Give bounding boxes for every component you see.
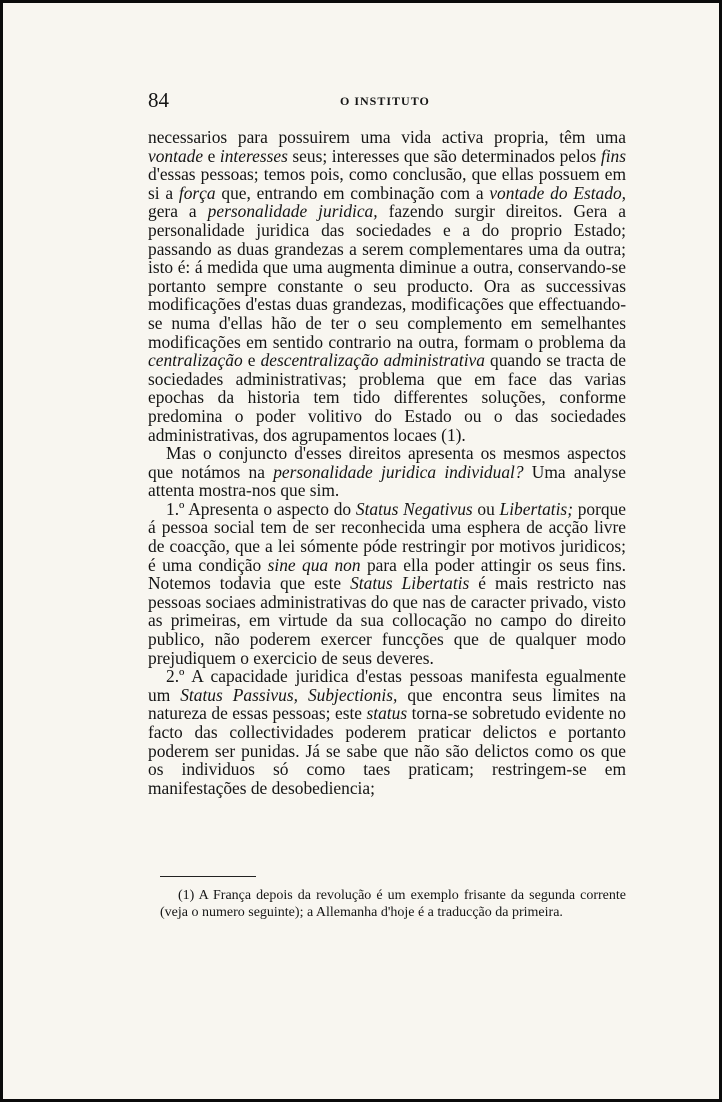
text-run: fazendo surgir direitos. Gera a personalidade juridica das sociedades e a do proprio Estado; passando as duas grandezas a serem complementares uma da outra; isto é: á medida que uma augmenta diminue a outra, conservando-se portanto sempre constante o seu producto. Ora as successivas modificações d'estas duas grandezas, modificações que effectuando-se numa d'ellas hão de ter o seu complemento em semelhantes modificações em sentido contrario na outra, formam o problema da bbox=[148, 201, 626, 352]
text-run: 1.º Apresenta o aspecto do bbox=[166, 498, 356, 519]
text-run: que encontra seus limites na natureza de essas pessoas; este bbox=[148, 684, 626, 724]
italic-run: Status Negativus bbox=[355, 498, 473, 519]
text-run: quando se tracta de sociedades administrativas; problema que em face das varias epochas da historia tem tido differentes soluções, conforme predomina o poder volitivo do Estado ou o das sociedades administrativas, dos agrupamentos locaes (1). bbox=[148, 350, 626, 445]
italic-run: Libertatis; bbox=[499, 498, 573, 519]
text-run: 2.º A capacidade juridica d'estas pessoas manifesta egualmente um bbox=[148, 666, 626, 705]
italic-run: personalidade juridica, bbox=[207, 201, 378, 222]
paragraph bbox=[148, 500, 626, 667]
italic-run: força bbox=[178, 182, 216, 203]
text-run: que, entrando em combinação com a bbox=[215, 182, 490, 203]
running-title: O INSTITUTO bbox=[340, 94, 430, 108]
italic-run: descentralização administrativa bbox=[260, 350, 485, 371]
footnote bbox=[160, 887, 626, 921]
text-run: ou bbox=[472, 498, 500, 519]
text-run: Mas o conjuncto d'esses direitos apresenta os mesmos aspectos que notámos na bbox=[148, 443, 626, 482]
text-run: seus; interesses que são determinados pelos bbox=[287, 145, 601, 166]
italic-run: Status Passivus, Subjectionis, bbox=[180, 684, 398, 705]
footnote-text: (1) A França depois da revolução é um exemplo frisante da segunda corrente (veja o numero seguinte); a Allemanha d'hoje é a traducção da primeira. bbox=[160, 888, 626, 920]
italic-run: sine qua non bbox=[267, 554, 361, 575]
italic-run: interesses bbox=[219, 145, 288, 166]
paragraph bbox=[148, 444, 626, 500]
text-run: necessarios para possuirem uma vida activa propria, têm uma bbox=[148, 127, 626, 147]
italic-run: personalidade juridica individual? bbox=[273, 461, 524, 482]
footnote-rule bbox=[160, 876, 256, 877]
text-run: gera a bbox=[148, 201, 208, 222]
page-number: 84 bbox=[148, 88, 169, 112]
page-header bbox=[148, 88, 624, 112]
italic-run: centralização bbox=[148, 350, 243, 371]
text-run: para ella poder attingir os seus fins. Notemos todavia que este bbox=[148, 554, 626, 594]
italic-run: vontade do Estado, bbox=[489, 182, 626, 203]
italic-run: status bbox=[366, 703, 408, 724]
text-run: e bbox=[203, 145, 220, 166]
text-run: Uma analyse attenta mostra-nos que sim. bbox=[148, 461, 627, 501]
text-run: e bbox=[242, 350, 261, 371]
text-run: é mais restricto nas pessoas sociaes administrativas do que nas de caracter privado, visto as primeiras, em virtude da sua collocação no campo do direito publico, não poderem exercer funcções que de qualquer modo prejudiquem o exercicio de seus deveres. bbox=[148, 573, 626, 668]
body-text bbox=[148, 128, 626, 797]
italic-run: vontade bbox=[148, 145, 204, 166]
text-run: porque á pessoa social tem de ser reconhecida uma esphera de acção livre de coacção, que a lei sómente póde restringir por motivos juridicos; é uma condição bbox=[148, 498, 627, 575]
italic-run: fins bbox=[600, 145, 626, 166]
text-run: torna-se sobretudo evidente no facto das collectividades poderem praticar delictos e portanto poderem ser punidas. Já se sabe que não são delictos como os que os individuos só como taes praticam; restringem-se em manifestações de desobediencia; bbox=[148, 703, 626, 798]
paragraph bbox=[148, 128, 626, 444]
text-run: d'essas pessoas; temos pois, como conclusão, que ellas possuem em si a bbox=[148, 164, 626, 203]
italic-run: Status Libertatis bbox=[350, 573, 470, 594]
paragraph bbox=[148, 667, 626, 797]
